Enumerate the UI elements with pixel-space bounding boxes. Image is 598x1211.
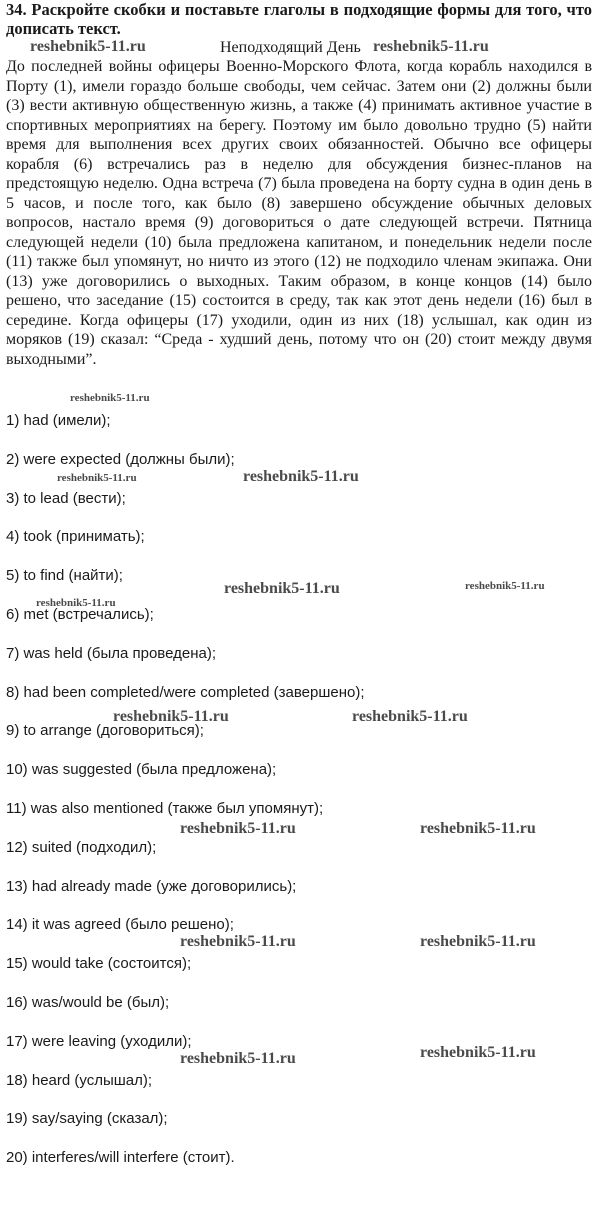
answer-item: 8) had been completed/were completed (завершено); — [6, 683, 365, 701]
watermark: reshebnik5-11.ru — [420, 820, 536, 837]
answer-item: 9) to arrange (договориться); — [6, 722, 204, 740]
answer-item: 10) was suggested (была предложена); — [6, 761, 277, 779]
answer-item: 1) had (имели); — [6, 412, 111, 429]
answer-item: 13) had already made (уже договорились); — [6, 877, 297, 895]
watermark: reshebnik5-11.ru — [420, 933, 536, 950]
task-text: До последней войны офицеры Военно-Морского Флота, когда корабль находился в Порту (1), имели гораздо больше свободы, чем сейчас. Затем они (2) должны были (3) вести активную общественную жизнь, а также (4) принимать активное участие в спортивных мероприятиях на берегу. Поэтому им было довольно трудно (5) найти время для выполнения всех других своих обязанностей. Обычно все офицеры корабля (6) встречались раз в неделю для обсуждения бизнес-планов на предстоящую неделю. Одна встреча (7) была проведена на борту судна в один день в 5 часов, и после того, как было (8) завершено обсуждение обычных деловых вопросов, настало время (9) договориться о дате следующей встречи. Пятница следующей недели (10) была предложена капитаном, и понедельник недели после (11) также был упомянут, но ничто из этого (12) не подходило членам экипажа. Они (13) уже договорились о выходных. Таким образом, в конце концов (14) было решено, что заседание (15) состоится в среду, так как этот день недели (16) был в середине. Когда офицеры (17) уходили, один из них (18) услышал, как один из моряков (19) сказал: “Среда - худший день, потому что он (20) стоит между двумя выходными”. — [6, 58, 592, 368]
watermark: reshebnik5-11.ru — [465, 580, 545, 592]
watermark: reshebnik5-11.ru — [352, 708, 468, 725]
watermark: reshebnik5-11.ru — [180, 820, 296, 837]
answer-item: 2) were expected (должны были); — [6, 450, 235, 468]
answer-item: 20) interferes/will interfere (стоит). — [6, 1149, 235, 1167]
text-title: Неподходящий День — [220, 39, 361, 56]
watermark: reshebnik5-11.ru — [36, 597, 116, 609]
watermark: reshebnik5-11.ru — [243, 468, 359, 485]
watermark: reshebnik5-11.ru — [420, 1044, 536, 1061]
answer-item: 14) it was agreed (было решено); — [6, 916, 234, 934]
task-heading: 34. Раскройте скобки и поставьте глаголы в подходящие формы для того, что дописать текст. — [6, 0, 592, 38]
answer-item: 16) was/would be (был); — [6, 993, 170, 1011]
watermark: reshebnik5-11.ru — [30, 38, 146, 55]
watermark: reshebnik5-11.ru — [180, 1050, 296, 1067]
answer-item: 4) took (принимать); — [6, 528, 145, 546]
answer-item: 6) met (встречались); — [6, 605, 154, 623]
answer-item: 15) would take (состоится); — [6, 955, 192, 973]
answer-item: 5) to find (найти); — [6, 567, 123, 585]
answer-item: 7) was held (была проведена); — [6, 644, 217, 662]
answer-item: 18) heard (услышал); — [6, 1071, 153, 1089]
answer-list — [6, 412, 592, 1188]
watermark: reshebnik5-11.ru — [180, 933, 296, 950]
watermark: reshebnik5-11.ru — [70, 392, 150, 404]
watermark: reshebnik5-11.ru — [224, 580, 340, 597]
watermark: reshebnik5-11.ru — [113, 708, 229, 725]
watermark: reshebnik5-11.ru — [373, 38, 489, 55]
answer-item: 19) say/saying (сказал); — [6, 1110, 168, 1128]
answer-item: 17) were leaving (уходили); — [6, 1032, 192, 1050]
answer-item: 12) suited (подходил); — [6, 838, 157, 856]
watermark: reshebnik5-11.ru — [57, 472, 137, 484]
answer-item: 3) to lead (вести); — [6, 489, 126, 507]
answer-item: 11) was also mentioned (также был упомянут); — [6, 799, 324, 817]
